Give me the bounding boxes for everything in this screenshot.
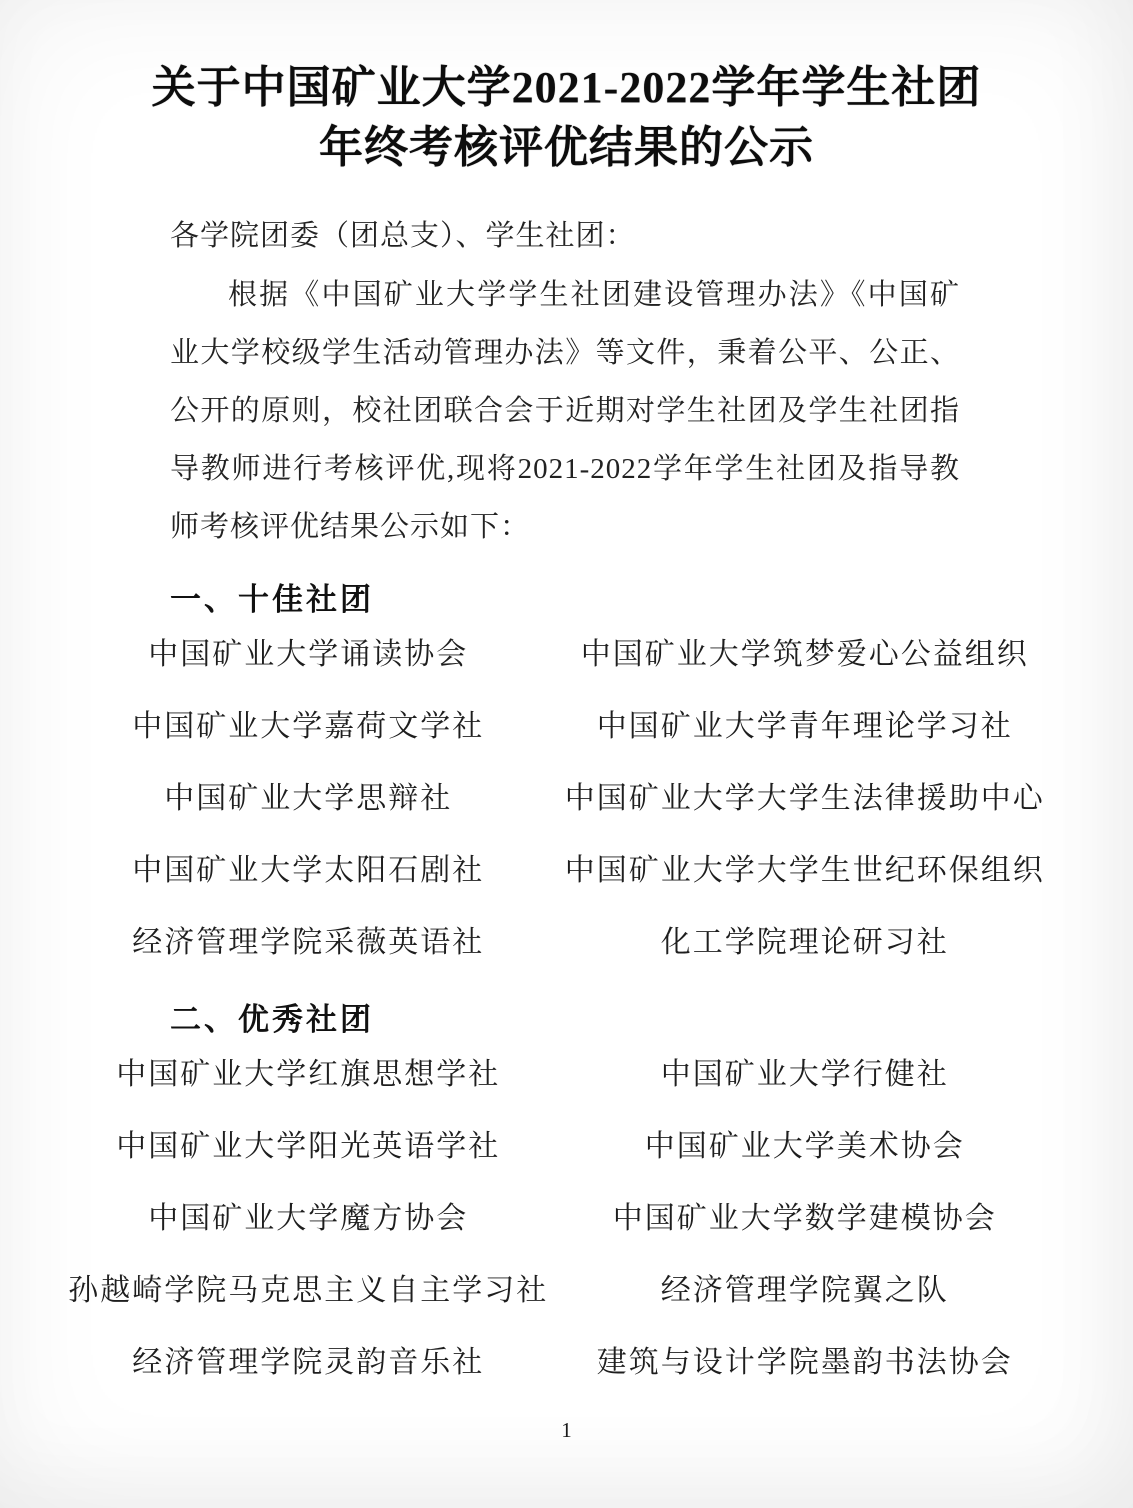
club-list-excellent xyxy=(60,1058,1053,1380)
club-name: 中国矿业大学阳光英语学社 xyxy=(116,1130,501,1163)
club-row xyxy=(60,1346,1053,1380)
club-name: 中国矿业大学太阳石剧社 xyxy=(132,854,485,887)
section-heading-excellent-clubs: 二、优秀社团 xyxy=(170,1002,374,1037)
club-name: 中国矿业大学行健社 xyxy=(660,1058,949,1091)
body-paragraph xyxy=(170,266,960,556)
page-number: 1 xyxy=(561,1418,572,1442)
club-name: 经济管理学院翼之队 xyxy=(660,1274,949,1307)
club-list-top-ten xyxy=(60,638,1053,960)
club-name: 中国矿业大学大学生世纪环保组织 xyxy=(564,854,1045,887)
club-row xyxy=(60,782,1053,816)
club-name: 中国矿业大学青年理论学习社 xyxy=(596,710,1013,743)
document-title xyxy=(0,0,1133,178)
title-line-1: 关于中国矿业大学2021-2022学年学生社团 xyxy=(151,63,982,112)
title-line-2: 年终考核评优结果的公示 xyxy=(319,123,814,172)
club-name: 中国矿业大学红旗思想学社 xyxy=(116,1058,501,1091)
club-row xyxy=(60,1130,1053,1164)
salutation: 各学院团委（团总支）、学生社团： xyxy=(170,220,636,252)
club-name: 经济管理学院采薇英语社 xyxy=(132,926,485,959)
club-row xyxy=(60,638,1053,672)
club-name: 经济管理学院灵韵音乐社 xyxy=(132,1346,485,1379)
paragraph-line: 师考核评优结果公示如下： xyxy=(170,511,531,543)
club-name: 中国矿业大学大学生法律援助中心 xyxy=(564,782,1045,815)
paragraph-line: 公开的原则，校社团联合会于近期对学生社团及学生社团指 xyxy=(170,395,960,427)
club-row xyxy=(60,926,1053,960)
paragraph-line: 导教师进行考核评优,现将2021-2022学年学生社团及指导教 xyxy=(170,453,960,485)
paragraph-line: 业大学校级学生活动管理办法》等文件，秉着公平、公正、 xyxy=(170,337,960,369)
club-name: 中国矿业大学魔方协会 xyxy=(148,1202,469,1235)
club-row xyxy=(60,1058,1053,1092)
paragraph-line: 根据《中国矿业大学学生社团建设管理办法》《中国矿 xyxy=(228,279,960,311)
section-heading-top-ten-clubs: 一、十佳社团 xyxy=(170,582,374,617)
club-row xyxy=(60,854,1053,888)
club-name: 中国矿业大学数学建模协会 xyxy=(612,1202,997,1235)
club-row xyxy=(60,1274,1053,1308)
club-name: 化工学院理论研习社 xyxy=(660,926,949,959)
club-name: 中国矿业大学美术协会 xyxy=(644,1130,965,1163)
club-row xyxy=(60,1202,1053,1236)
club-name: 中国矿业大学诵读协会 xyxy=(148,638,469,671)
club-name: 中国矿业大学思辩社 xyxy=(164,782,453,815)
club-name: 孙越崎学院马克思主义自主学习社 xyxy=(68,1274,549,1307)
club-name: 中国矿业大学嘉荷文学社 xyxy=(132,710,485,743)
club-name: 建筑与设计学院墨韵书法协会 xyxy=(596,1346,1013,1379)
club-name: 中国矿业大学筑梦爱心公益组织 xyxy=(580,638,1029,671)
club-row xyxy=(60,710,1053,744)
